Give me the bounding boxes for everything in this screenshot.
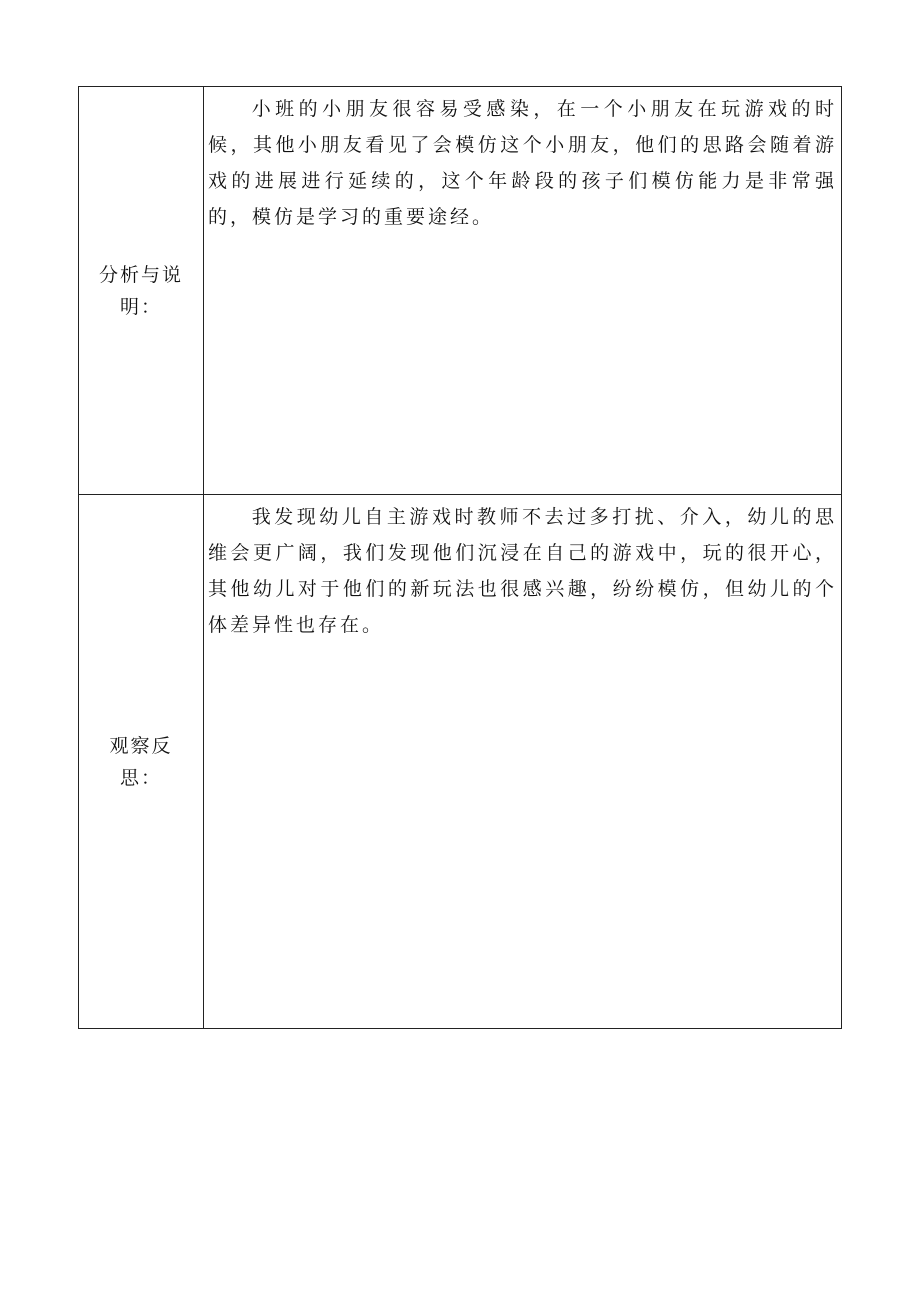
observation-record-table: [78, 86, 842, 1029]
analysis-label: 分析与说明：: [98, 263, 183, 318]
reflection-label: 观察反思：: [109, 734, 173, 789]
analysis-row: [79, 87, 842, 495]
analysis-content: 小班的小朋友很容易受感染，在一个小朋友在玩游戏的时候，其他小朋友看见了会模仿这个小朋友，他们的思路会随着游戏的进展进行延续的，这个年龄段的孩子们模仿能力是非常强的，模仿是学习的重要途经。: [208, 98, 837, 228]
reflection-content: 我发现幼儿自主游戏时教师不去过多打扰、介入，幼儿的思维会更广阔，我们发现他们沉浸在自己的游戏中，玩的很开心，其他幼儿对于他们的新玩法也很感兴趣，纷纷模仿，但幼儿的个体差异性也存在。: [208, 506, 837, 636]
reflection-label-cell: [79, 495, 204, 1029]
analysis-content-cell: [204, 87, 842, 495]
reflection-row: [79, 495, 842, 1029]
analysis-label-cell: [79, 87, 204, 495]
reflection-content-cell: [204, 495, 842, 1029]
